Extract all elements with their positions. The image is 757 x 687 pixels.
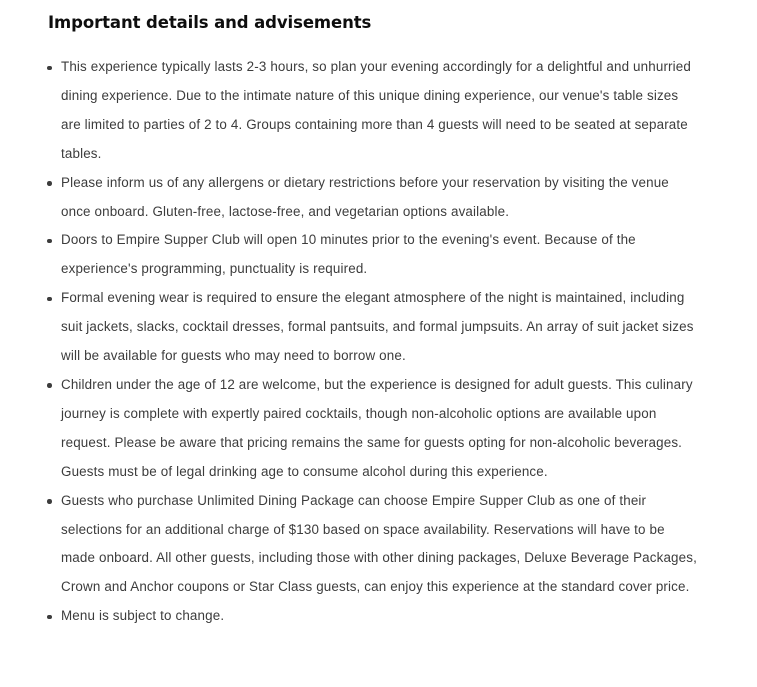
advisement-dining-package bbox=[0, 487, 697, 603]
bullet-icon bbox=[47, 297, 52, 302]
bullet-icon bbox=[47, 181, 52, 186]
advisement-menu bbox=[0, 602, 697, 631]
advisement-text: Children under the age of 12 are welcome, but the experience is designed for adult guests. This culinary journey is complete with expertly paired cocktails, though non-alcoholic options are available upon request. Please be aware that pricing remains the same for guests opting for non-alcoholic beverages. Guests must be of legal drinking age to consume alcohol during this experience. bbox=[61, 376, 693, 479]
section-heading: Important details and advisements bbox=[48, 13, 372, 32]
advisement-dress-code bbox=[0, 284, 697, 371]
advisement-text: Guests who purchase Unlimited Dining Package can choose Empire Supper Club as one of their selections for an additional charge of $130 based on space availability. Reservations will have to be made onboard. All other guests, including those with other dining packages, Deluxe Beverage Packages, Crown and Anchor coupons or Star Class guests, can enjoy this experience at the standard cover price. bbox=[61, 492, 697, 595]
advisement-doors bbox=[0, 226, 697, 284]
advisement-text: Please inform us of any allergens or dietary restrictions before your reservation by visiting the venue once onboard. Gluten-free, lactose-free, and vegetarian options available. bbox=[61, 174, 669, 219]
advisement-children bbox=[0, 371, 697, 487]
advisement-text: Formal evening wear is required to ensure the elegant atmosphere of the night is maintained, including suit jackets, slacks, cocktail dresses, formal pantsuits, and formal jumpsuits. An array of suit jacket sizes will be available for guests who may need to borrow one. bbox=[61, 290, 694, 364]
bullet-icon bbox=[47, 499, 52, 504]
advisement-allergens bbox=[0, 169, 697, 227]
advisement-text: This experience typically lasts 2-3 hours, so plan your evening accordingly for a delightful and unhurried dining experience. Due to the intimate nature of this unique dining experience, our venue's table sizes are limited to parties of 2 to 4. Groups containing more than 4 guests will need to be seated at separate tables. bbox=[61, 59, 691, 161]
advisement-duration bbox=[0, 53, 697, 169]
bullet-icon bbox=[47, 239, 52, 244]
bullet-icon bbox=[47, 383, 52, 388]
bullet-icon bbox=[47, 615, 52, 620]
advisement-text: Doors to Empire Supper Club will open 10 minutes prior to the evening's event. Because of the experience's programming, punctuality is required. bbox=[61, 232, 636, 277]
bullet-icon bbox=[47, 66, 52, 71]
advisement-text: Menu is subject to change. bbox=[61, 608, 225, 624]
advisements-list bbox=[0, 53, 757, 631]
